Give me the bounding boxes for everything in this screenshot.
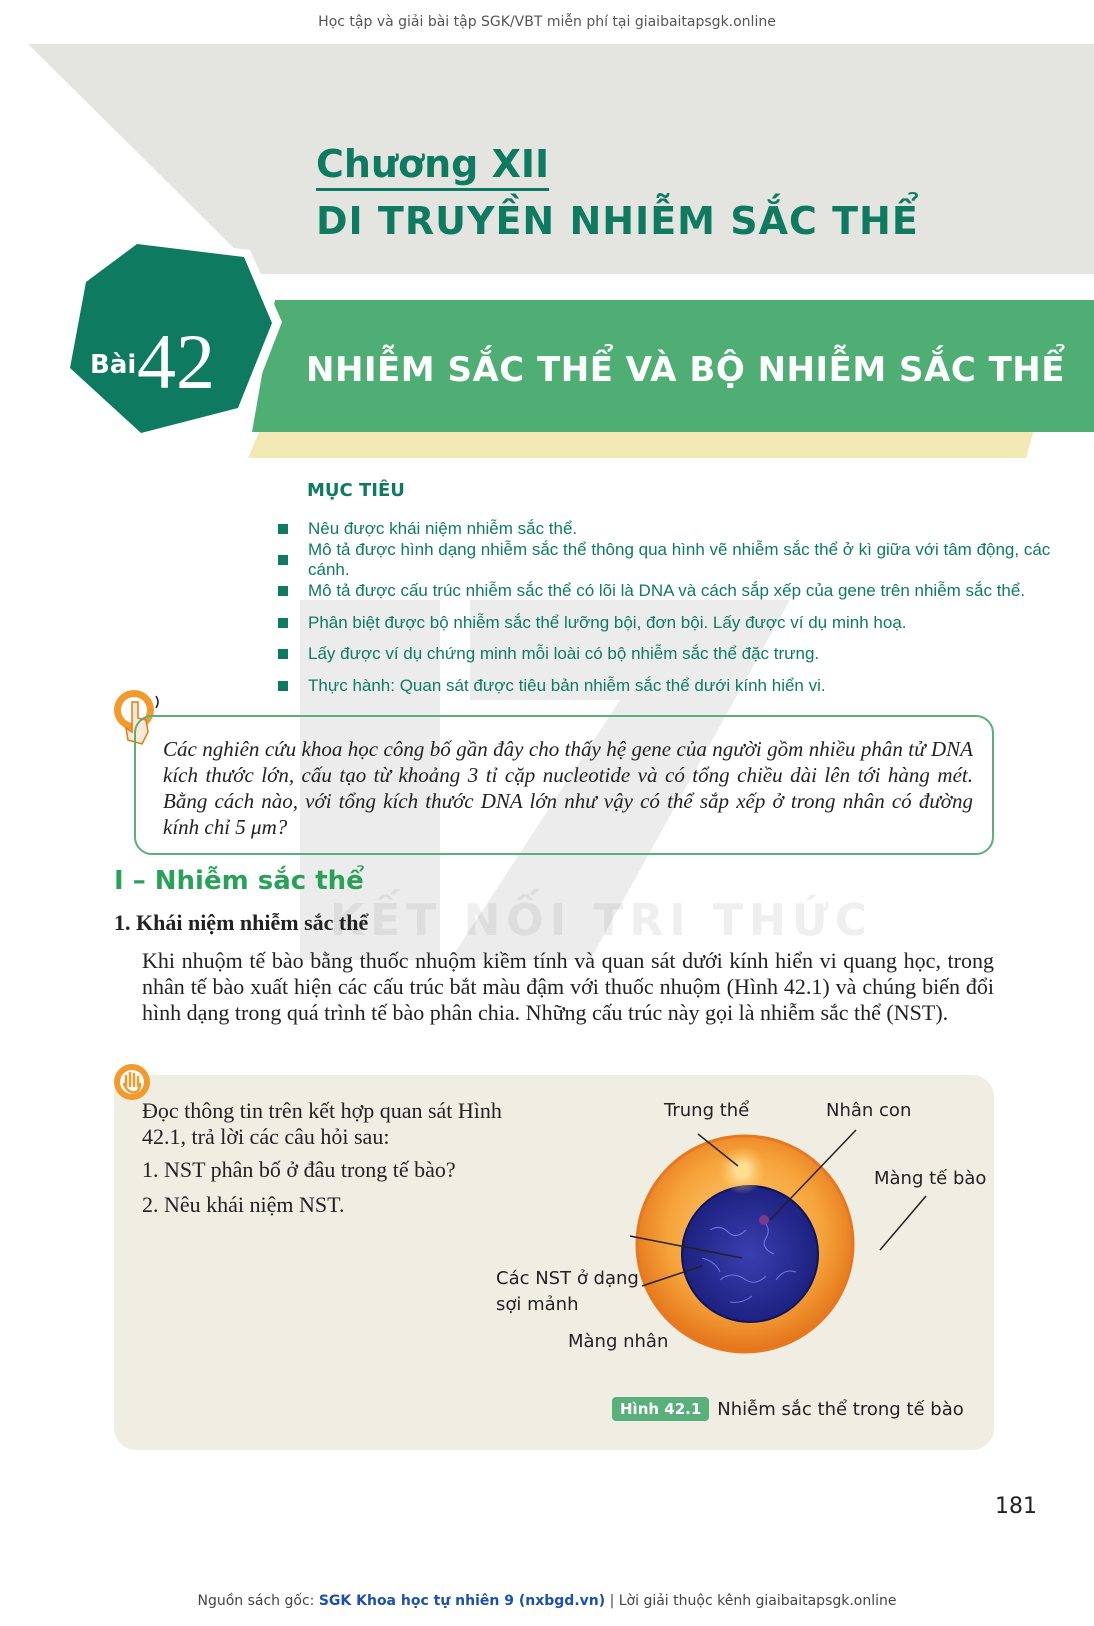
activity-prompt: Đọc thông tin trên kết hợp quan sát Hình 42.1, trả lời các câu hỏi sau:: [142, 1098, 502, 1149]
label-centrosome: Trung thể: [664, 1100, 750, 1121]
activity-question-1: 1. NST phân bố ở đâu trong tế bào?: [142, 1157, 456, 1182]
cell-diagram: [480, 1090, 990, 1380]
footer: [0, 1593, 1094, 1609]
square-bullet-icon: [278, 586, 288, 596]
figure-caption-tag: Hình 42.1: [612, 1397, 709, 1421]
intro-question-text: Các nghiên cứu khoa học công bố gần đây cho thấy hệ gene của người gồm nhiều phân tử DNA kích thước lớn, cấu tạo từ khoảng 3 tỉ cặp nucleotide và có tổng chiều dài lên tới hàng mét. Bằng cách nào, với tổng kích thước DNA lớn như vậy có thể sắp xếp ở trong nhân có đường kính chỉ 5 μm?: [163, 737, 973, 839]
objective-item: Thực hành: Quan sát được tiêu bản nhiễm sắc thể dưới kính hiển vi.: [278, 670, 1094, 701]
lesson-prefix: Bài: [90, 350, 137, 380]
square-bullet-icon: [278, 618, 288, 628]
label-chromatin-line2: sợi mảnh: [496, 1294, 579, 1315]
figure-caption: [612, 1397, 964, 1421]
label-cell-membrane: Màng tế bào: [874, 1168, 987, 1189]
objective-item: Nêu được khái niệm nhiễm sắc thể.: [278, 513, 1094, 544]
chapter-title: DI TRUYỀN NHIỄM SẮC THỂ: [316, 199, 919, 243]
activity-question-2: 2. Nêu khái niệm NST.: [142, 1192, 345, 1217]
section-paragraph: Khi nhuộm tế bào bằng thuốc nhuộm kiềm tính và quan sát dưới kính hiển vi quang học, trong nhân tế bào xuất hiện các cấu trúc bắt màu đậm với thuốc nhuộm (Hình 42.1) và chúng biến đổi hình dạng trong quá trình tế bào phân chia. Những cấu trúc này gọi là nhiễm sắc thể (NST).: [142, 948, 994, 1025]
objective-item: Phân biệt được bộ nhiễm sắc thể lưỡng bội, đơn bội. Lấy được ví dụ minh hoạ.: [278, 607, 1094, 638]
square-bullet-icon: [278, 524, 288, 534]
chapter-heading: [316, 140, 919, 243]
label-chromatin-line1: Các NST ở dạng: [496, 1268, 639, 1289]
objective-item: Lấy được ví dụ chứng minh mỗi loài có bộ nhiễm sắc thể đặc trưng.: [278, 639, 1094, 670]
square-bullet-icon: [278, 681, 288, 691]
objectives-list: [278, 513, 1094, 701]
raised-hand-icon: [112, 1062, 152, 1102]
objectives-heading: MỤC TIÊU: [307, 480, 405, 501]
figure-caption-text: Nhiễm sắc thể trong tế bào: [717, 1398, 964, 1420]
section-title: I – Nhiễm sắc thể: [114, 866, 364, 896]
footer-suffix: | Lời giải thuộc kênh giaibaitapsgk.online: [609, 1593, 897, 1609]
objective-item: Mô tả được hình dạng nhiễm sắc thể thông qua hình vẽ nhiễm sắc thể ở kì giữa với tâm động, các cánh.: [278, 544, 1094, 575]
chapter-number: Chương XII: [316, 140, 549, 191]
page-number: 181: [995, 1494, 1037, 1519]
square-bullet-icon: [278, 649, 288, 659]
square-bullet-icon: [278, 555, 288, 565]
label-nucleolus: Nhân con: [826, 1100, 912, 1121]
footer-prefix: Nguồn sách gốc:: [197, 1593, 315, 1609]
top-note: Học tập và giải bài tập SGK/VBT miễn phí tại giaibaitapsgk.online: [318, 14, 776, 30]
label-nuclear-membrane: Màng nhân: [568, 1331, 669, 1352]
subsection-title: 1. Khái niệm nhiễm sắc thể: [114, 910, 369, 935]
lesson-number: 42: [137, 318, 215, 405]
watermark-text: KẾT NỐI TRI THỨC: [330, 895, 873, 946]
lesson-title: NHIỄM SẮC THỂ VÀ BỘ NHIỄM SẮC THỂ: [306, 350, 1065, 390]
footer-source-link[interactable]: SGK Khoa học tự nhiên 9 (nxbgd.vn): [318, 1593, 606, 1609]
objective-item: Mô tả được cấu trúc nhiễm sắc thể có lõi là DNA và cách sắp xếp của gene trên nhiễm sắc thể.: [278, 576, 1094, 607]
